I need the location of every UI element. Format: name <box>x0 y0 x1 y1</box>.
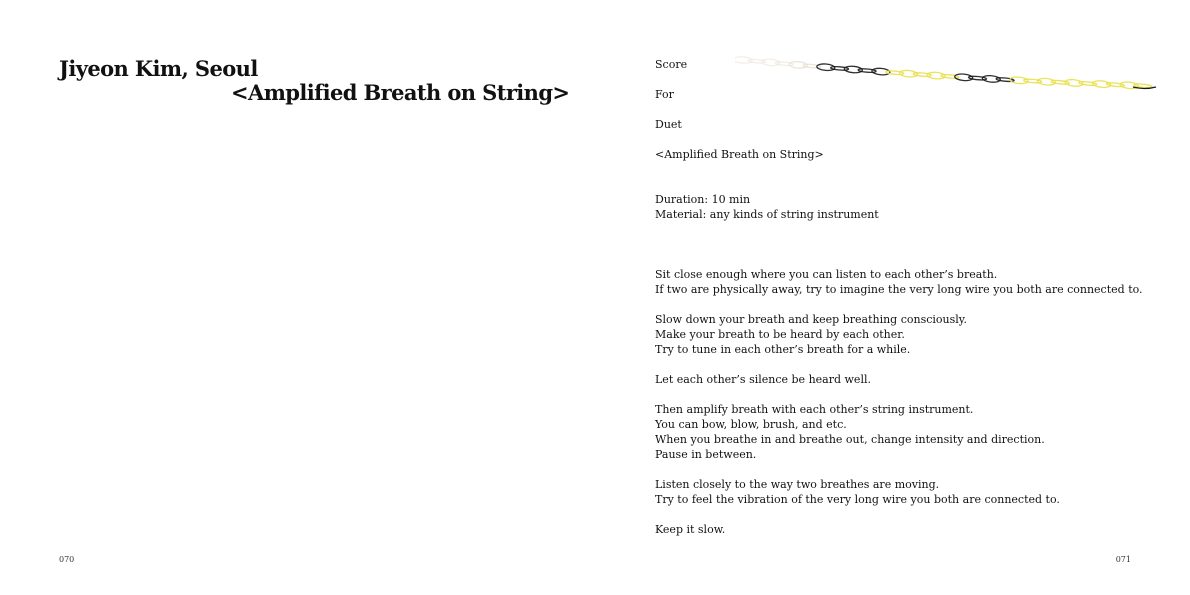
instruction-line: Slow down your breath and keep breathing consciously. <box>655 313 968 326</box>
instructions <box>655 267 1155 537</box>
instruction-line: Try to tune in each other’s breath for a while. <box>655 343 911 356</box>
instruction-step <box>655 312 1155 357</box>
instruction-line: Keep it slow. <box>655 523 726 536</box>
instruction-line: Try to feel the vibration of the very long wire you both are connected to. <box>655 493 1060 506</box>
instruction-line: Listen closely to the way two breathes are moving. <box>655 478 940 491</box>
duration-line: Duration: 10 min <box>655 193 751 206</box>
instruction-line: Pause in between. <box>655 448 757 461</box>
instruction-line: Let each other’s silence be heard well. <box>655 373 871 386</box>
instruction-line: Make your breath to be heard by each other. <box>655 328 905 341</box>
author-heading: Jiyeon Kim, Seoul <box>59 56 258 81</box>
instruction-step <box>655 372 1155 387</box>
score-text <box>655 57 1155 537</box>
duet-label: Duet <box>655 118 682 131</box>
score-label: Score <box>655 58 688 71</box>
for-label: For <box>655 88 674 101</box>
page-number-right: 071 <box>1115 555 1131 564</box>
instruction-step <box>655 477 1155 507</box>
score-title: <Amplified Breath on String> <box>655 148 824 161</box>
instruction-step <box>655 267 1155 297</box>
score-headers <box>655 57 1155 162</box>
instruction-line: If two are physically away, try to imagine the very long wire you both are connected to. <box>655 283 1143 296</box>
score-meta <box>655 192 1155 222</box>
page-number-left: 070 <box>59 555 75 564</box>
instruction-line: Sit close enough where you can listen to each other’s breath. <box>655 268 998 281</box>
instruction-line: Then amplify breath with each other’s string instrument. <box>655 403 974 416</box>
right-page <box>595 0 1190 595</box>
instruction-step <box>655 522 1155 537</box>
instruction-line: When you breathe in and breathe out, change intensity and direction. <box>655 433 1045 446</box>
work-title: <Amplified Breath on String> <box>231 80 570 105</box>
instruction-step <box>655 402 1155 462</box>
instruction-line: You can bow, blow, brush, and etc. <box>655 418 847 431</box>
material-line: Material: any kinds of string instrument <box>655 208 879 221</box>
